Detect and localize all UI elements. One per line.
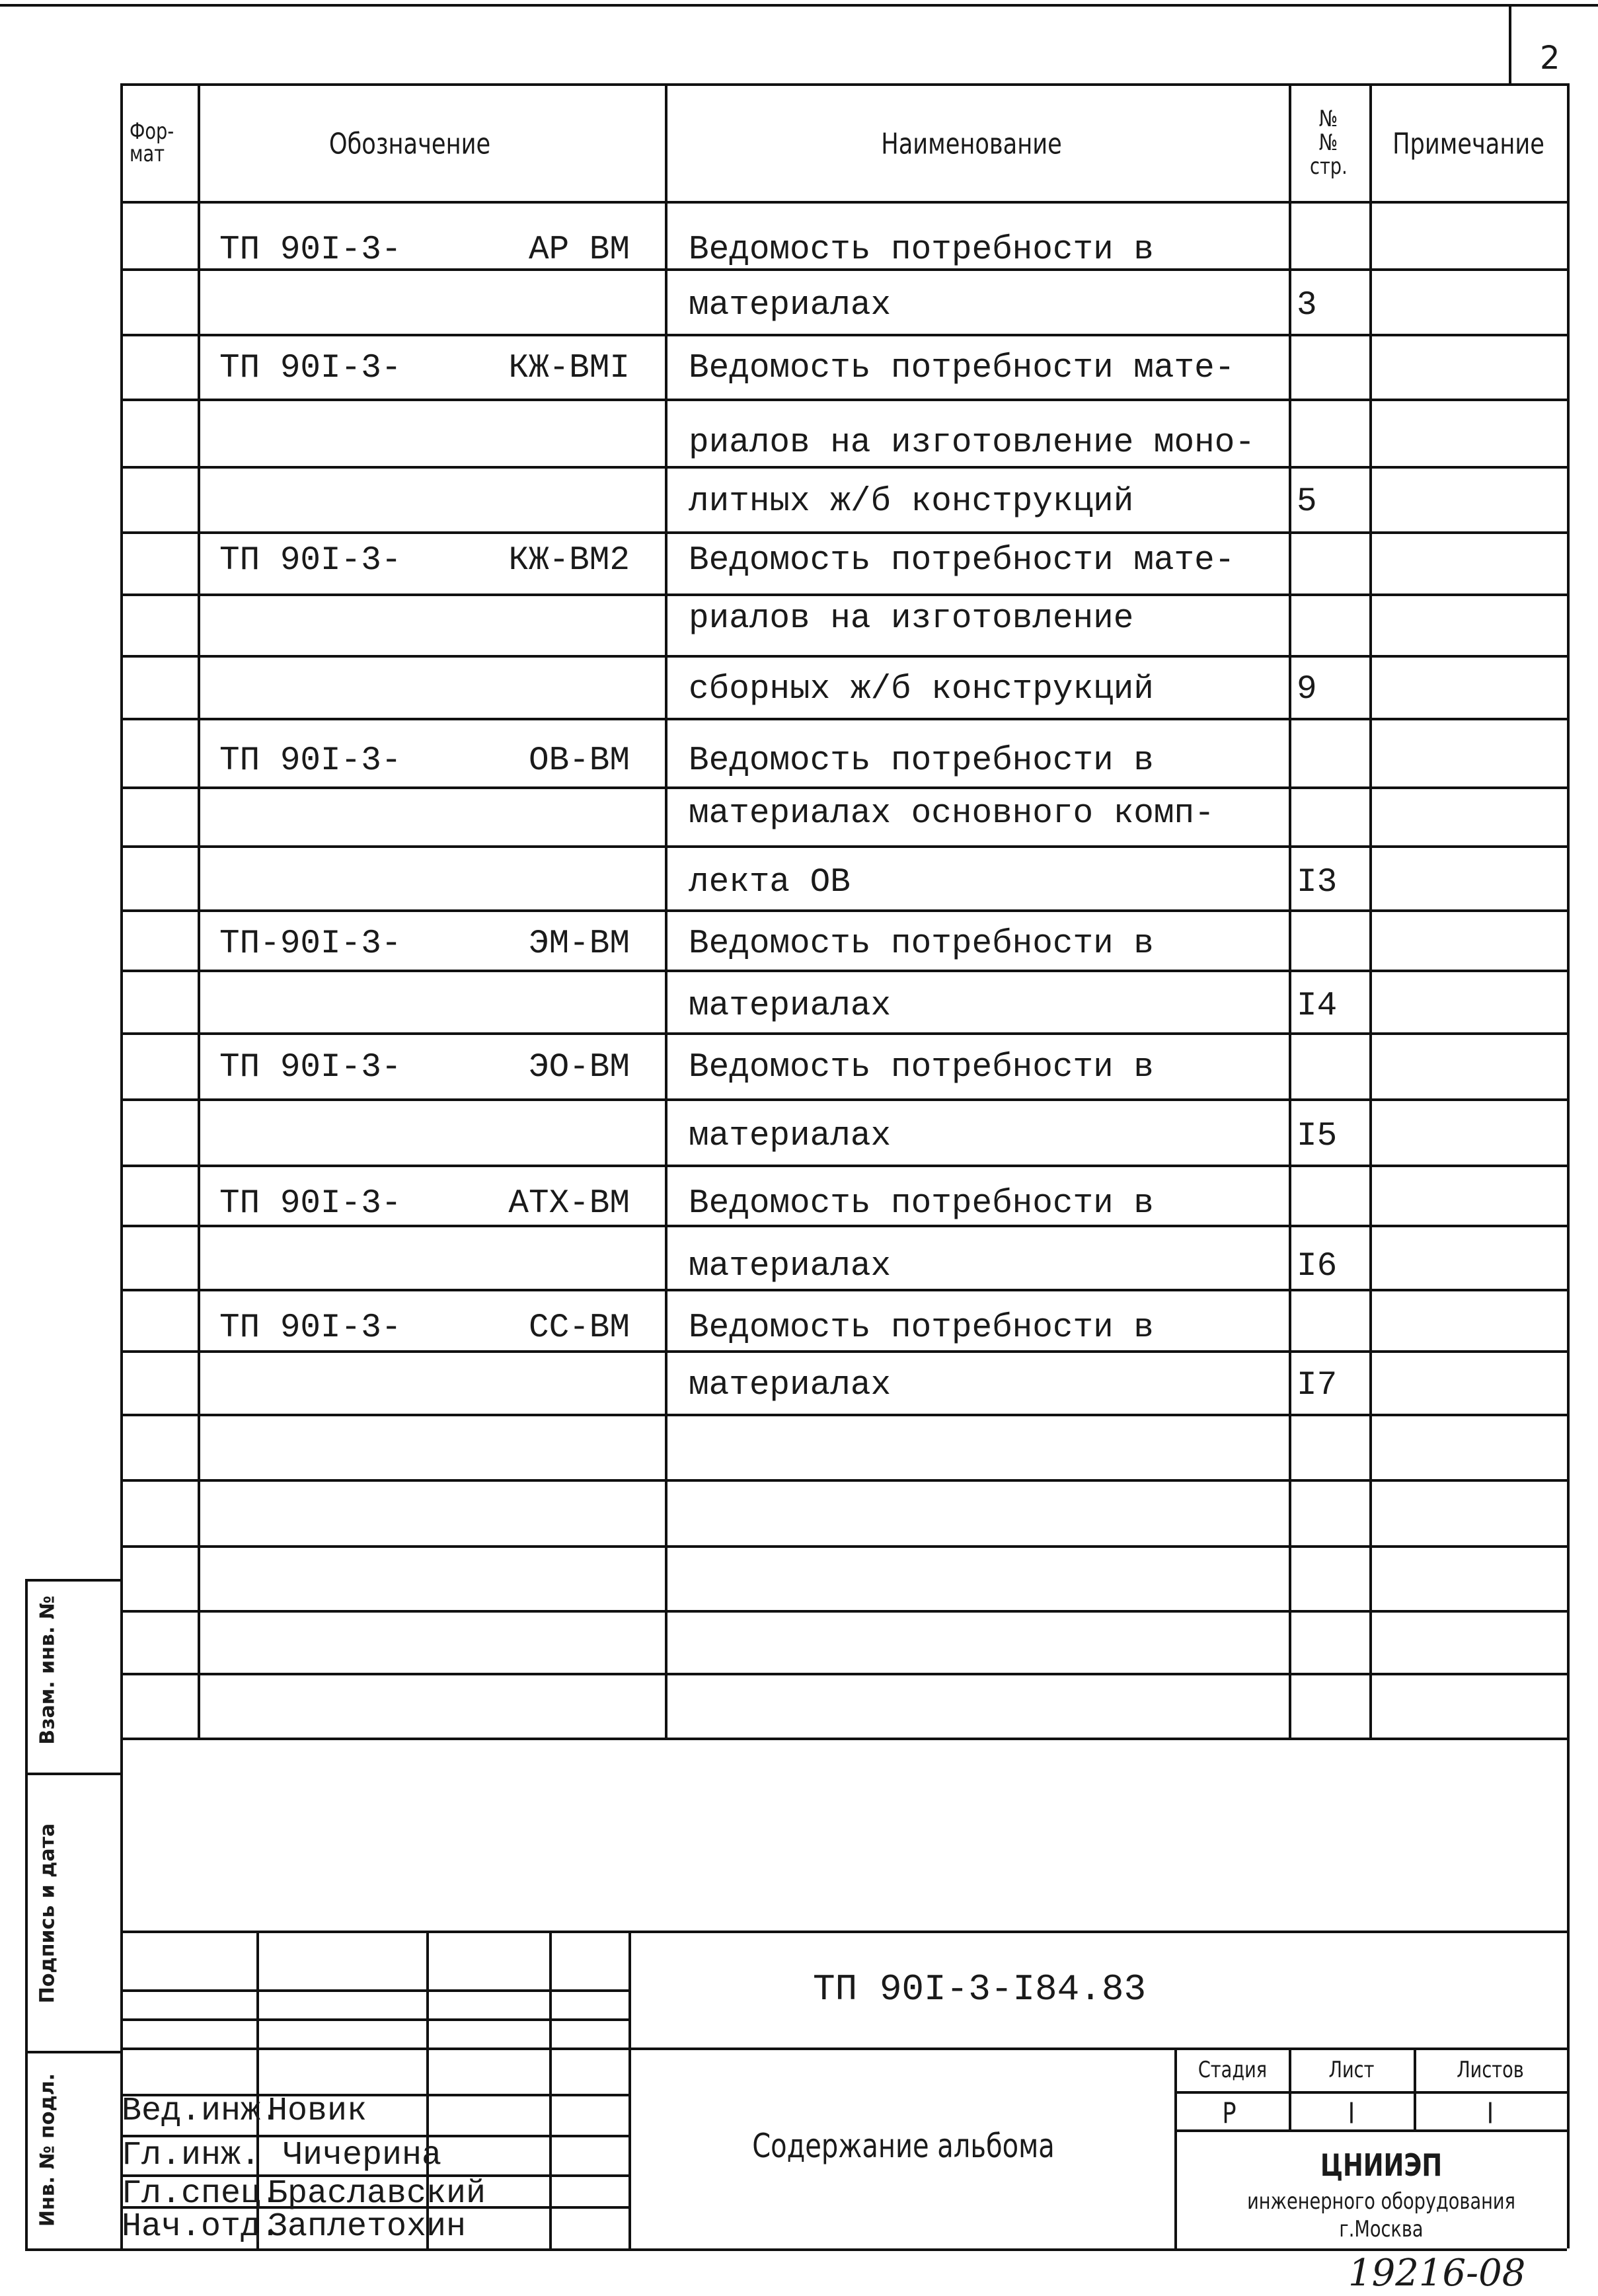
grid-line (120, 1545, 1567, 1548)
grid-line (120, 531, 1567, 534)
organization: ЦНИИЭП (1320, 2147, 1443, 2183)
grid-line (665, 83, 667, 1738)
person-name: Браславский (268, 2175, 486, 2213)
grid-line (120, 1165, 1567, 1167)
grid-line (120, 786, 1567, 789)
document-title: Содержание альбома (752, 2127, 1055, 2165)
grid-line (120, 1479, 1567, 1482)
grid-line (198, 83, 200, 1738)
grid-line (628, 1931, 631, 2248)
row-name-line: риалов на изготовление моно- (689, 424, 1255, 462)
grid-line (120, 655, 1567, 658)
sheet-value: I (1348, 2096, 1355, 2131)
row-page: I3 (1297, 864, 1338, 901)
row-page: 5 (1297, 483, 1317, 521)
signature-date-label: Подпись и дата (36, 1823, 59, 2004)
grid-line (1174, 2091, 1567, 2094)
row-name-line: литных ж/б конструкций (689, 483, 1134, 521)
row-code: ОВ-ВМ (528, 742, 630, 780)
grid-line (1509, 4, 1511, 83)
grid-line (1174, 2047, 1177, 2248)
grid-line (120, 1610, 1567, 1613)
grid-line (120, 1738, 1567, 1740)
person-name: Чичерина (283, 2137, 442, 2174)
row-name-line: Ведомость потребности мате- (689, 350, 1235, 387)
row-page: I7 (1297, 1367, 1338, 1404)
row-page: I4 (1297, 987, 1338, 1025)
grid-line (120, 909, 1567, 912)
grid-line (120, 845, 1567, 848)
city: г.Москва (1339, 2216, 1424, 2242)
row-code: АР ВМ (528, 231, 630, 269)
grid-line (120, 1350, 1567, 1353)
grid-line (120, 1989, 628, 1992)
row-name-line: материалах (689, 287, 892, 325)
grid-line (120, 1289, 1567, 1291)
grid-line (120, 2248, 1567, 2251)
grid-line (1289, 2047, 1291, 2129)
row-name-line: Ведомость потребности в (689, 742, 1154, 780)
row-name-line: материалах (689, 987, 892, 1025)
sheets-label: Листов (1457, 2057, 1524, 2083)
grid-line (120, 334, 1567, 336)
grid-line (1414, 2047, 1416, 2129)
sheets-value: I (1486, 2096, 1494, 2131)
grid-line (120, 718, 1567, 720)
row-name-line: лекта ОВ (689, 864, 851, 901)
row-code: ЭМ-ВМ (528, 925, 630, 963)
grid-line (120, 2018, 628, 2021)
row-name-line: Ведомость потребности в (689, 1309, 1154, 1347)
organization-sub: инженерного оборудования (1247, 2188, 1515, 2215)
row-code: КЖ-ВМ2 (508, 542, 630, 580)
row-name-line: Ведомость потребности в (689, 1185, 1154, 1223)
row-name-line: материалах (689, 1248, 892, 1285)
grid-line (120, 970, 1567, 972)
grid-line (120, 83, 1567, 86)
grid-line (120, 1098, 1567, 1101)
header-page: №№ стр. (1310, 106, 1348, 180)
archive-number: 19216-08 (1348, 2252, 1526, 2295)
grid-line (120, 593, 1567, 596)
row-code: СС-ВМ (528, 1309, 630, 1347)
row-code: КЖ-ВМI (508, 350, 630, 387)
grid-line (25, 2051, 120, 2053)
row-name-line: риалов на изготовление (689, 600, 1134, 638)
document-code: ТП 90I-3-I84.83 (813, 1968, 1147, 2010)
row-page: I5 (1297, 1118, 1338, 1155)
row-page: 3 (1297, 287, 1317, 325)
row-page: I6 (1297, 1248, 1338, 1285)
row-designation: ТП 90I-3- (219, 542, 402, 580)
header-format: Фор-мат (130, 118, 174, 167)
row-page: 9 (1297, 671, 1317, 708)
row-code: ЭО-ВМ (528, 1049, 630, 1087)
person-role: Нач.отд. (122, 2208, 281, 2246)
row-name-line: сборных ж/б конструкций (689, 671, 1154, 708)
person-role: Вед.инж. (122, 2092, 281, 2130)
row-name-line: Ведомость потребности мате- (689, 542, 1235, 580)
header-designation: Обозначение (328, 127, 491, 161)
row-code: АТХ-ВМ (508, 1185, 630, 1223)
grid-line (25, 1579, 28, 2248)
grid-line (25, 2248, 120, 2251)
person-name: Новик (268, 2092, 367, 2130)
row-name-line: материалах (689, 1118, 892, 1155)
grid-line (1567, 83, 1570, 2248)
grid-line (120, 1414, 1567, 1416)
person-role: Гл.спец. (122, 2175, 281, 2213)
grid-line (120, 466, 1567, 469)
grid-line (549, 1931, 552, 2248)
row-designation: ТП 90I-3- (219, 350, 402, 387)
person-role: Гл.инж. (122, 2137, 261, 2174)
inv-original-label: Инв. № подл. (36, 2073, 59, 2227)
grid-line (0, 4, 1598, 7)
sheet-number: 2 (1540, 40, 1560, 77)
row-designation: ТП 90I-3- (219, 231, 402, 269)
row-designation: ТП 90I-3- (219, 1049, 402, 1087)
row-designation: ТП-90I-3- (219, 925, 402, 963)
stage-value: Р (1222, 2096, 1237, 2131)
row-name-line: Ведомость потребности в (689, 1049, 1154, 1087)
grid-line (120, 83, 123, 2248)
grid-line (120, 201, 1567, 204)
person-name: Заплетохин (268, 2208, 467, 2246)
row-name-line: Ведомость потребности в (689, 231, 1154, 269)
header-name: Наименование (881, 127, 1062, 161)
sheet-label: Лист (1328, 2057, 1375, 2083)
stage-label: Стадия (1198, 2057, 1268, 2083)
row-name-line: Ведомость потребности в (689, 925, 1154, 963)
grid-line (120, 1931, 1567, 1933)
grid-line (120, 1032, 1567, 1035)
row-designation: ТП 90I-3- (219, 1309, 402, 1347)
row-name-line: материалах основного комп- (689, 795, 1215, 833)
row-designation: ТП 90I-3- (219, 1185, 402, 1223)
grid-line (120, 1225, 1567, 1227)
row-designation: ТП 90I-3- (219, 742, 402, 780)
grid-line (120, 2047, 1567, 2050)
grid-line (120, 399, 1567, 401)
grid-line (1289, 83, 1291, 1738)
row-name-line: материалах (689, 1367, 892, 1404)
grid-line (120, 1673, 1567, 1675)
grid-line (25, 1579, 120, 1582)
header-note: Примечание (1392, 127, 1544, 161)
replace-inv-label: Взам. инв. № (36, 1595, 59, 1745)
grid-line (25, 1773, 120, 1775)
grid-line (1369, 83, 1372, 1738)
